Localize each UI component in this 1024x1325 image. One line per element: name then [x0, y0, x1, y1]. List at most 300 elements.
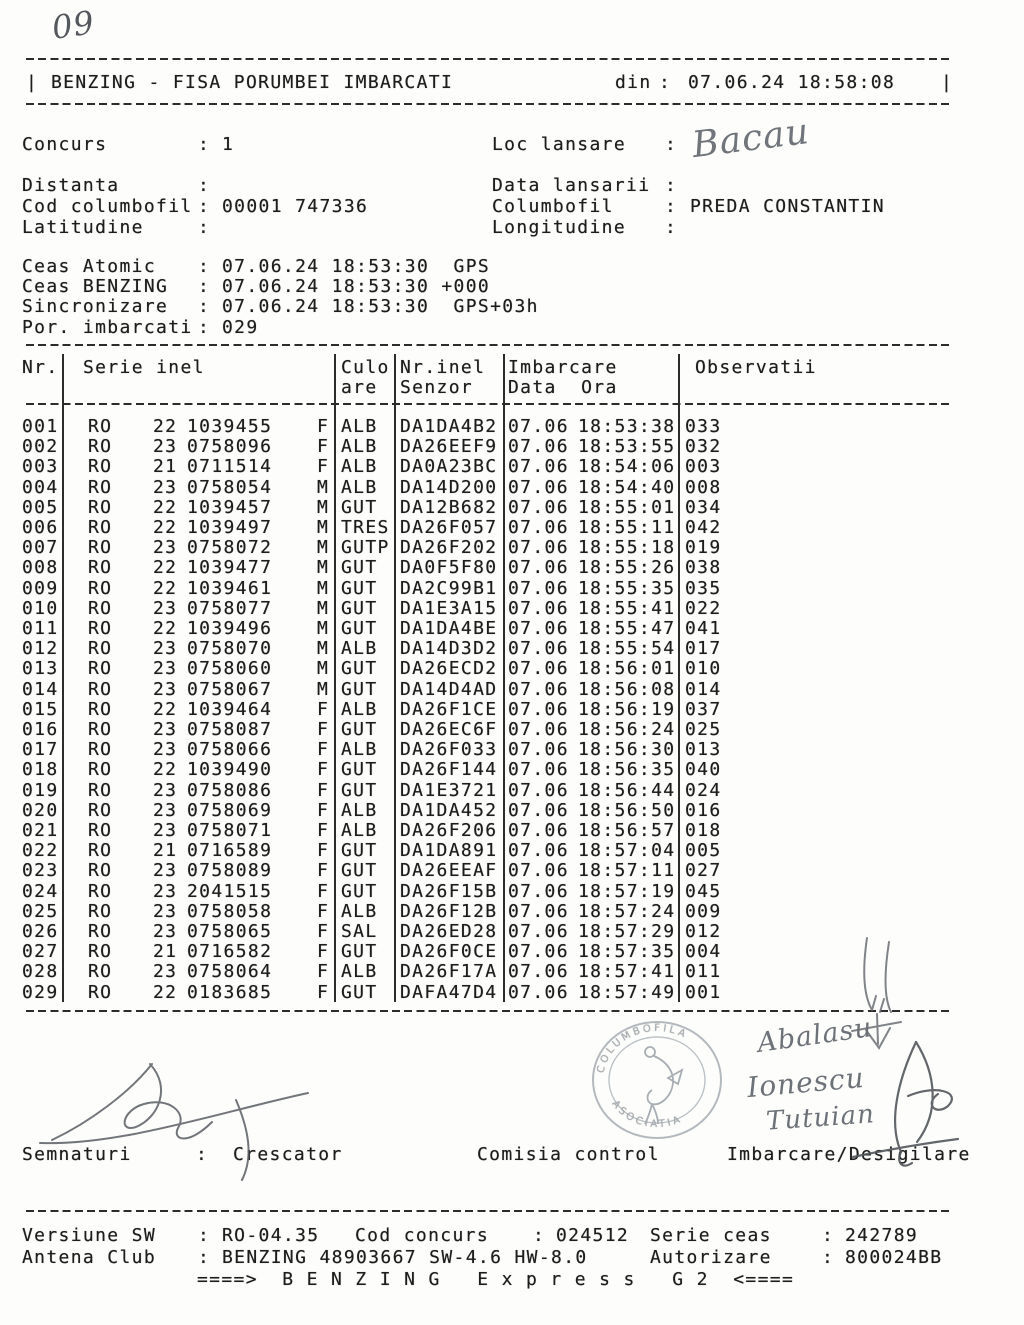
cell-data-imbarcare: 07.06 — [508, 517, 569, 538]
divider-header-bottom — [26, 403, 950, 405]
cell-culoare: GUT — [341, 577, 378, 599]
cell-data-imbarcare: 07.06 — [508, 456, 569, 478]
cell-sex: M — [317, 557, 330, 579]
cell-sex: M — [317, 597, 330, 619]
cell-observatii: 024 — [685, 779, 722, 801]
cell-serie-inel: 0758069 — [187, 799, 273, 821]
table-row — [0, 638, 1024, 658]
cell-observatii: 045 — [685, 880, 722, 902]
cell-ora-imbarcare: 18:55:11 — [578, 517, 676, 538]
data-lansarii-colon: : — [665, 175, 678, 196]
sincronizare-label: Sincronizare — [22, 296, 169, 317]
cell-sex: M — [317, 678, 330, 700]
cell-tara: RO — [88, 820, 113, 841]
cell-ora-imbarcare: 18:54:06 — [578, 456, 676, 478]
cell-an: 23 — [153, 900, 178, 922]
din-label: din — [615, 72, 652, 93]
cell-an: 22 — [153, 577, 178, 599]
cell-ora-imbarcare: 18:55:47 — [578, 618, 676, 639]
din-colon: : — [659, 72, 672, 93]
cell-senzor: DA1DA4B2 — [400, 416, 498, 437]
cell-observatii: 003 — [685, 456, 722, 478]
cell-nr: 027 — [22, 941, 59, 963]
loc-lansare-colon: : — [665, 134, 678, 155]
cell-ora-imbarcare: 18:57:29 — [578, 921, 676, 942]
cell-culoare: GUT — [341, 860, 378, 882]
cell-sex: M — [317, 517, 330, 538]
header-senzor-2: Senzor — [400, 377, 474, 398]
cell-sex: F — [317, 799, 330, 821]
cell-tara: RO — [88, 476, 113, 498]
table-row — [0, 699, 1024, 719]
loc-lansare-label: Loc lansare — [492, 134, 627, 155]
table-row — [0, 618, 1024, 638]
table-row — [0, 477, 1024, 497]
cell-culoare: ALB — [341, 436, 378, 458]
cell-ora-imbarcare: 18:56:57 — [578, 820, 676, 841]
cell-sex: M — [317, 618, 330, 639]
cod-concurs-value: 024512 — [556, 1225, 630, 1246]
header-observatii: Observatii — [695, 357, 817, 378]
cell-sex: M — [317, 496, 330, 518]
cell-tara: RO — [88, 517, 113, 538]
cell-senzor: DA26F144 — [400, 759, 498, 781]
cell-observatii: 010 — [685, 658, 722, 680]
cell-serie-inel: 1039496 — [187, 618, 273, 639]
cell-tara: RO — [88, 618, 113, 639]
cell-ora-imbarcare: 18:56:24 — [578, 719, 676, 740]
cell-an: 23 — [153, 678, 178, 700]
header-culoare-1: Culo — [341, 357, 390, 378]
handwritten-name: Ionescu — [745, 1060, 866, 1105]
semnaturi-label: Semnaturi — [22, 1144, 132, 1165]
cell-ora-imbarcare: 18:56:30 — [578, 739, 676, 761]
cell-observatii: 012 — [685, 921, 722, 942]
longitudine-label: Longitudine — [492, 217, 627, 238]
title-left-bar: | — [26, 72, 39, 93]
cell-nr: 029 — [22, 981, 59, 1003]
ceas-atomic-colon: : — [198, 256, 211, 277]
cell-nr: 009 — [22, 577, 59, 599]
cell-serie-inel: 0758070 — [187, 638, 273, 660]
cell-senzor: DA1DA4BE — [400, 618, 498, 639]
cell-senzor: DA0A23BC — [400, 456, 498, 478]
cell-tara: RO — [88, 698, 113, 720]
cell-an: 23 — [153, 921, 178, 942]
cell-observatii: 022 — [685, 597, 722, 619]
cell-observatii: 013 — [685, 739, 722, 761]
table-row — [0, 557, 1024, 577]
benzing-express-line: ====> B E N Z I N G E x p r e s s G 2 <==== — [197, 1269, 795, 1290]
cell-nr: 023 — [22, 860, 59, 882]
cell-senzor: DA26F17A — [400, 961, 498, 983]
cell-tara: RO — [88, 799, 113, 821]
stamp-text-columbofila: COLUMBOFILA — [595, 1022, 690, 1075]
cell-tara: RO — [88, 779, 113, 801]
cell-culoare: ALB — [341, 820, 378, 841]
cell-senzor: DA26F202 — [400, 537, 498, 559]
serie-ceas-label: Serie ceas — [650, 1225, 772, 1246]
cell-sex: F — [317, 921, 330, 942]
cell-tara: RO — [88, 719, 113, 740]
cell-senzor: DA1DA452 — [400, 799, 498, 821]
cell-senzor: DA14D3D2 — [400, 638, 498, 660]
cell-culoare: GUT — [341, 557, 378, 579]
header-nr: Nr. — [22, 357, 59, 378]
cell-an: 21 — [153, 840, 178, 862]
cell-ora-imbarcare: 18:55:54 — [578, 638, 676, 660]
cell-sex: F — [317, 739, 330, 761]
cell-data-imbarcare: 07.06 — [508, 436, 569, 458]
cell-observatii: 019 — [685, 537, 722, 559]
cell-senzor: DA26F15B — [400, 880, 498, 902]
cell-an: 23 — [153, 961, 178, 983]
cell-senzor: DAFA47D4 — [400, 981, 498, 1003]
cell-culoare: ALB — [341, 698, 378, 720]
cell-culoare: ALB — [341, 456, 378, 478]
cell-tara: RO — [88, 496, 113, 518]
concurs-colon: : — [198, 134, 211, 155]
cell-senzor: DA26EEF9 — [400, 436, 498, 458]
cell-tara: RO — [88, 739, 113, 761]
cell-data-imbarcare: 07.06 — [508, 961, 569, 983]
cell-an: 22 — [153, 496, 178, 518]
cell-an: 23 — [153, 860, 178, 882]
cell-nr: 016 — [22, 719, 59, 740]
cell-data-imbarcare: 07.06 — [508, 638, 569, 660]
table-row — [0, 840, 1024, 860]
cell-tara: RO — [88, 961, 113, 983]
antena-club-label: Antena Club — [22, 1247, 157, 1268]
table-row — [0, 517, 1024, 537]
cell-tara: RO — [88, 638, 113, 660]
cell-culoare: GUT — [341, 678, 378, 700]
cell-senzor: DA1DA891 — [400, 840, 498, 862]
autorizare-value: 800024BB — [845, 1247, 943, 1268]
cell-data-imbarcare: 07.06 — [508, 678, 569, 700]
cell-culoare: GUT — [341, 941, 378, 963]
antena-club-value: BENZING 48903667 SW-4.6 HW-8.0 — [222, 1247, 588, 1268]
cell-serie-inel: 0758067 — [187, 678, 273, 700]
cell-an: 23 — [153, 719, 178, 740]
table-row — [0, 941, 1024, 961]
cell-nr: 012 — [22, 638, 59, 660]
ceas-atomic-value: 07.06.24 18:53:30 GPS — [222, 256, 491, 277]
cell-observatii: 027 — [685, 860, 722, 882]
cell-sex: F — [317, 961, 330, 983]
cod-concurs-label: Cod concurs — [355, 1225, 490, 1246]
cell-senzor: DA26EEAF — [400, 860, 498, 882]
cell-senzor: DA26ED28 — [400, 921, 498, 942]
data-lansarii-label: Data lansarii — [492, 175, 651, 196]
cell-serie-inel: 2041515 — [187, 880, 273, 902]
ceas-atomic-label: Ceas Atomic — [22, 256, 157, 277]
document-title: BENZING - FISA PORUMBEI IMBARCATI — [51, 72, 454, 93]
cell-nr: 004 — [22, 476, 59, 498]
handwritten-page-number: 09 — [49, 3, 98, 47]
cell-nr: 017 — [22, 739, 59, 761]
cell-tara: RO — [88, 981, 113, 1003]
cell-nr: 022 — [22, 840, 59, 862]
cell-serie-inel: 1039490 — [187, 759, 273, 781]
semnaturi-colon: : — [196, 1144, 209, 1165]
cell-data-imbarcare: 07.06 — [508, 860, 569, 882]
concurs-value: 1 — [222, 134, 235, 155]
cell-data-imbarcare: 07.06 — [508, 476, 569, 498]
cell-senzor: DA12B682 — [400, 496, 498, 518]
table-row — [0, 921, 1024, 941]
cell-an: 23 — [153, 799, 178, 821]
cell-tara: RO — [88, 941, 113, 963]
cell-sex: F — [317, 860, 330, 882]
cell-sex: F — [317, 719, 330, 740]
cell-data-imbarcare: 07.06 — [508, 840, 569, 862]
table-row — [0, 456, 1024, 476]
cell-nr: 008 — [22, 557, 59, 579]
cell-culoare: GUT — [341, 981, 378, 1003]
table-row — [0, 820, 1024, 840]
cell-culoare: GUT — [341, 597, 378, 619]
cell-nr: 021 — [22, 820, 59, 841]
cell-serie-inel: 0758086 — [187, 779, 273, 801]
cell-data-imbarcare: 07.06 — [508, 719, 569, 740]
cell-nr: 015 — [22, 698, 59, 720]
cell-sex: F — [317, 416, 330, 437]
cell-nr: 006 — [22, 517, 59, 538]
autorizare-colon: : — [822, 1247, 835, 1268]
versiune-sw-label: Versiune SW — [22, 1225, 157, 1246]
cell-ora-imbarcare: 18:56:35 — [578, 759, 676, 781]
cell-data-imbarcare: 07.06 — [508, 941, 569, 963]
cell-an: 22 — [153, 557, 178, 579]
cell-ora-imbarcare: 18:54:40 — [578, 476, 676, 498]
divider-title-bottom — [26, 103, 950, 105]
cell-sex: M — [317, 638, 330, 660]
header-imbarcare-2: Data Ora — [508, 377, 618, 398]
cell-observatii: 016 — [685, 799, 722, 821]
header-imbarcare-1: Imbarcare — [508, 357, 618, 378]
cell-culoare: ALB — [341, 900, 378, 922]
table-row — [0, 679, 1024, 699]
print-datetime: 07.06.24 18:58:08 — [688, 72, 896, 93]
cell-nr: 005 — [22, 496, 59, 518]
cell-nr: 001 — [22, 416, 59, 437]
stamp-asociatia-columbofila — [593, 1022, 721, 1138]
cell-an: 22 — [153, 981, 178, 1003]
handwritten-name: Abalasu — [755, 1012, 875, 1059]
cell-serie-inel: 0758072 — [187, 537, 273, 559]
cell-an: 23 — [153, 597, 178, 619]
cell-observatii: 041 — [685, 618, 722, 639]
cell-culoare: GUT — [341, 880, 378, 902]
cell-ora-imbarcare: 18:53:55 — [578, 436, 676, 458]
cell-serie-inel: 0183685 — [187, 981, 273, 1003]
cell-observatii: 011 — [685, 961, 722, 983]
cod-columbofil-label: Cod columbofil — [22, 196, 193, 217]
serie-ceas-value: 242789 — [845, 1225, 919, 1246]
cell-observatii: 004 — [685, 941, 722, 963]
cell-ora-imbarcare: 18:57:49 — [578, 981, 676, 1003]
latitudine-label: Latitudine — [22, 217, 144, 238]
cell-ora-imbarcare: 18:57:41 — [578, 961, 676, 983]
role-comisia-control: Comisia control — [477, 1144, 660, 1165]
cell-sex: F — [317, 880, 330, 902]
stamp-text-asociatia: ASOCIATIA — [609, 1098, 685, 1131]
cell-culoare: GUT — [341, 658, 378, 680]
cell-culoare: GUTP — [341, 537, 390, 559]
cell-data-imbarcare: 07.06 — [508, 880, 569, 902]
cell-nr: 020 — [22, 799, 59, 821]
cell-ora-imbarcare: 18:55:35 — [578, 577, 676, 599]
latitudine-colon: : — [198, 217, 211, 238]
cell-tara: RO — [88, 658, 113, 680]
cell-an: 22 — [153, 618, 178, 639]
cell-observatii: 035 — [685, 577, 722, 599]
cell-nr: 003 — [22, 456, 59, 478]
cell-culoare: GUT — [341, 618, 378, 639]
cell-nr: 018 — [22, 759, 59, 781]
cell-tara: RO — [88, 921, 113, 942]
cell-sex: F — [317, 436, 330, 458]
cell-observatii: 014 — [685, 678, 722, 700]
cell-an: 23 — [153, 436, 178, 458]
cell-an: 23 — [153, 739, 178, 761]
cell-ora-imbarcare: 18:57:19 — [578, 880, 676, 902]
cell-an: 22 — [153, 416, 178, 437]
cod-columbofil-value: 00001 747336 — [222, 196, 369, 217]
cell-ora-imbarcare: 18:55:26 — [578, 557, 676, 579]
cell-an: 22 — [153, 698, 178, 720]
cell-data-imbarcare: 07.06 — [508, 618, 569, 639]
cell-nr: 010 — [22, 597, 59, 619]
cell-tara: RO — [88, 557, 113, 579]
cell-observatii: 034 — [685, 496, 722, 518]
table-row — [0, 416, 1024, 436]
table-row — [0, 860, 1024, 880]
cell-senzor: DA2C99B1 — [400, 577, 498, 599]
cell-data-imbarcare: 07.06 — [508, 658, 569, 680]
cell-ora-imbarcare: 18:55:41 — [578, 597, 676, 619]
role-imbarcare-desigilare: Imbarcare/Desigilare — [727, 1144, 971, 1165]
cell-nr: 019 — [22, 779, 59, 801]
cell-ora-imbarcare: 18:55:18 — [578, 537, 676, 559]
table-row — [0, 800, 1024, 820]
cell-data-imbarcare: 07.06 — [508, 496, 569, 518]
versiune-sw-colon: : — [198, 1225, 211, 1246]
cell-tara: RO — [88, 880, 113, 902]
cell-culoare: SAL — [341, 921, 378, 942]
cell-observatii: 032 — [685, 436, 722, 458]
cell-an: 22 — [153, 759, 178, 781]
antena-club-colon: : — [198, 1247, 211, 1268]
table-row — [0, 497, 1024, 517]
autorizare-label: Autorizare — [650, 1247, 772, 1268]
cell-sex: F — [317, 698, 330, 720]
cell-tara: RO — [88, 900, 113, 922]
sincronizare-value: 07.06.24 18:53:30 GPS+03h — [222, 296, 539, 317]
cell-data-imbarcare: 07.06 — [508, 779, 569, 801]
cell-ora-imbarcare: 18:56:01 — [578, 658, 676, 680]
cell-senzor: DA26F12B — [400, 900, 498, 922]
cell-nr: 011 — [22, 618, 59, 639]
cell-data-imbarcare: 07.06 — [508, 537, 569, 559]
role-crescator: Crescator — [233, 1144, 343, 1165]
sincronizare-colon: : — [198, 296, 211, 317]
cell-culoare: ALB — [341, 739, 378, 761]
table-row — [0, 658, 1024, 678]
cell-nr: 024 — [22, 880, 59, 902]
cell-tara: RO — [88, 678, 113, 700]
table-row — [0, 961, 1024, 981]
cell-ora-imbarcare: 18:56:19 — [578, 698, 676, 720]
cell-nr: 007 — [22, 537, 59, 559]
cell-an: 23 — [153, 820, 178, 841]
ceas-benzing-value: 07.06.24 18:53:30 +000 — [222, 276, 491, 297]
distanta-colon: : — [198, 175, 211, 196]
cell-serie-inel: 0758071 — [187, 820, 273, 841]
cell-culoare: ALB — [341, 416, 378, 437]
cell-serie-inel: 0758065 — [187, 921, 273, 942]
table-row — [0, 739, 1024, 759]
cell-data-imbarcare: 07.06 — [508, 900, 569, 922]
cell-tara: RO — [88, 537, 113, 559]
cell-sex: F — [317, 759, 330, 781]
cell-data-imbarcare: 07.06 — [508, 739, 569, 761]
cell-serie-inel: 0711514 — [187, 456, 273, 478]
cell-culoare: TRES — [341, 517, 390, 538]
cell-tara: RO — [88, 436, 113, 458]
header-senzor-1: Nr.inel — [400, 357, 486, 378]
cell-data-imbarcare: 07.06 — [508, 820, 569, 841]
cell-serie-inel: 0758060 — [187, 658, 273, 680]
cell-an: 21 — [153, 941, 178, 963]
concurs-label: Concurs — [22, 134, 108, 155]
table-row — [0, 578, 1024, 598]
ceas-benzing-colon: : — [198, 276, 211, 297]
cell-culoare: ALB — [341, 799, 378, 821]
cell-sex: F — [317, 779, 330, 801]
cell-an: 21 — [153, 456, 178, 478]
cell-ora-imbarcare: 18:57:24 — [578, 900, 676, 922]
cell-sex: M — [317, 577, 330, 599]
cell-nr: 002 — [22, 436, 59, 458]
cell-sex: M — [317, 537, 330, 559]
cell-senzor: DA26F0CE — [400, 941, 498, 963]
table-row — [0, 901, 1024, 921]
cell-serie-inel: 1039497 — [187, 517, 273, 538]
cell-observatii: 018 — [685, 820, 722, 841]
cell-senzor: DA14D4AD — [400, 678, 498, 700]
cell-nr: 028 — [22, 961, 59, 983]
cell-serie-inel: 0716589 — [187, 840, 273, 862]
cod-concurs-colon: : — [533, 1225, 546, 1246]
cell-culoare: GUT — [341, 840, 378, 862]
cell-senzor: DA26ECD2 — [400, 658, 498, 680]
cell-tara: RO — [88, 597, 113, 619]
cell-sex: M — [317, 476, 330, 498]
cell-tara: RO — [88, 840, 113, 862]
porumbei-imbarcati-label: Por. imbarcati — [22, 317, 193, 338]
cell-an: 23 — [153, 476, 178, 498]
divider-top — [26, 58, 950, 60]
columbofil-label: Columbofil — [492, 196, 614, 217]
cell-nr: 026 — [22, 921, 59, 942]
cell-tara: RO — [88, 860, 113, 882]
cell-observatii: 042 — [685, 517, 722, 538]
table-row — [0, 780, 1024, 800]
cell-senzor: DA0F5F80 — [400, 557, 498, 579]
cell-senzor: DA14D200 — [400, 476, 498, 498]
